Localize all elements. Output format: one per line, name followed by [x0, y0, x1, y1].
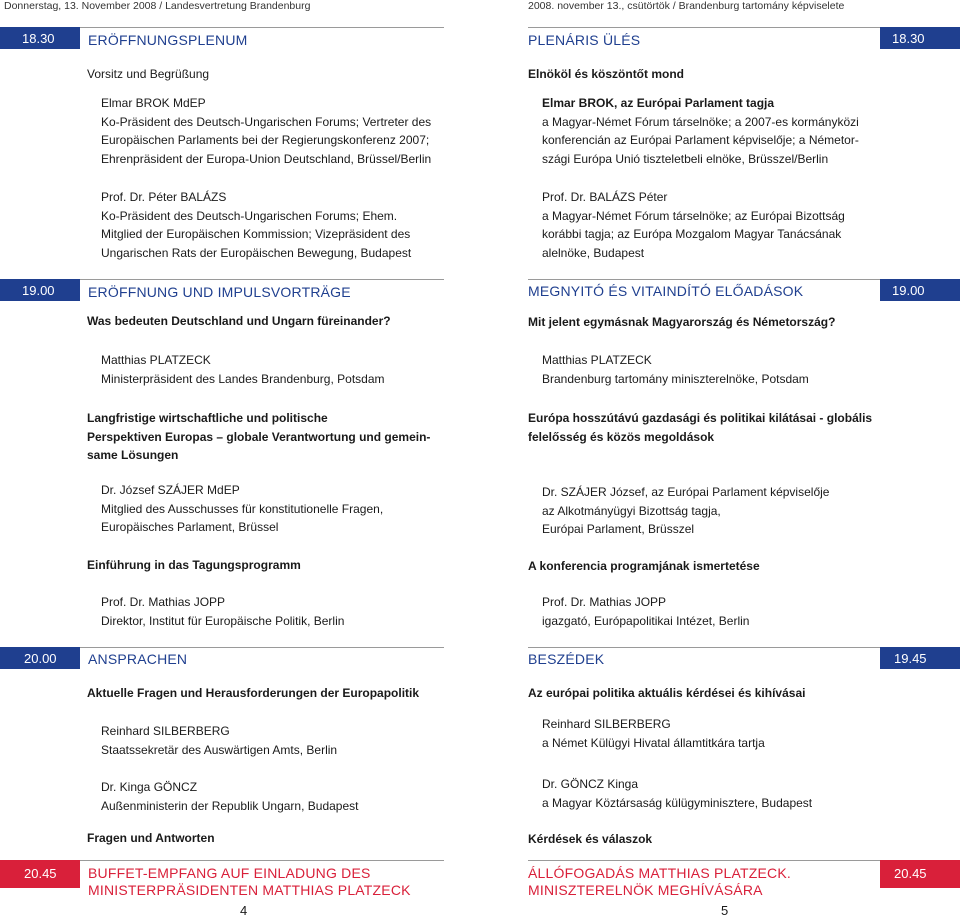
- speaker-role-line: alelnöke, Budapest: [542, 245, 645, 260]
- section-title-de-1: ERÖFFNUNGSPLENUM: [88, 32, 248, 48]
- topic-line: Perspektiven Europas – globale Verantwortung und gemein-: [87, 429, 431, 444]
- time-hu-1: 18.30: [892, 31, 925, 46]
- speaker-block-de-brok: [101, 94, 431, 168]
- speaker-block-de-goncz: [101, 778, 358, 815]
- qa-de: Fragen und Antworten: [87, 831, 215, 845]
- speaker-name: Matthias PLATZECK: [542, 353, 652, 367]
- time-hu-4: 20.45: [894, 866, 927, 881]
- rule-de-4: [80, 860, 444, 861]
- section-title-hu-1: PLENÁRIS ÜLÉS: [528, 32, 641, 48]
- question-hu-2: Mit jelent egymásnak Magyarország és Németország?: [528, 315, 836, 329]
- question-hu-3: Az európai politika aktuális kérdései és kihívásai: [528, 686, 806, 700]
- page-number-right: 5: [721, 903, 729, 918]
- header-left: Donnerstag, 13. November 2008 / Landesvertretung Brandenburg: [4, 0, 311, 12]
- topic-block-hu: [528, 409, 872, 446]
- time-box-hu-4: [880, 860, 960, 888]
- speaker-role-line: Ko-Präsident des Deutsch-Ungarischen Forums; Vertreter des: [101, 114, 432, 129]
- section-title-line: ÁLLÓFOGADÁS MATTHIAS PLATZECK.: [528, 865, 791, 881]
- speaker-role-line: konferencián az Európai Parlament képviselője; a Németor-: [542, 133, 859, 147]
- speaker-name: Elmar BROK, az Európai Parlament tagja: [542, 96, 775, 110]
- topic-block-de: [87, 409, 430, 465]
- speaker-role-line: Ko-Präsident des Deutsch-Ungarischen Forums; Ehem.: [101, 208, 398, 223]
- speaker-block-de-silberberg: [101, 722, 337, 759]
- topic-line: Európa hosszútávú gazdasági és politikai kilátásai - globális: [528, 411, 873, 425]
- speaker-block-hu-szajer: [542, 483, 829, 539]
- rule-de-2: [80, 279, 444, 280]
- speaker-role-line: igazgató, Európapolitikai Intézet, Berlin: [542, 613, 750, 628]
- time-de-1: 18.30: [22, 31, 55, 46]
- section-title-de-2: ERÖFFNUNG UND IMPULSVORTRÄGE: [88, 284, 351, 300]
- speaker-role-line: a Magyar Köztársaság külügyminisztere, Budapest: [542, 795, 813, 810]
- time-box-hu-1: [880, 27, 960, 49]
- time-de-4: 20.45: [24, 866, 57, 881]
- speaker-block-hu-jopp: [542, 593, 749, 630]
- time-box-de-4: [0, 860, 80, 888]
- time-hu-3: 19.45: [894, 651, 927, 666]
- time-box-de-2: [0, 279, 80, 301]
- speaker-role-line: Mitglied der Europäischen Kommission; Vizepräsident des: [101, 227, 411, 241]
- intro-de: Einführung in das Tagungsprogramm: [87, 558, 301, 572]
- speaker-block-hu-balazs: [542, 188, 845, 262]
- speaker-role-line: szági Európa Unió tiszteletbeli elnöke, Brüsszel/Berlin: [542, 151, 829, 166]
- section-title-line: MINISTERPRÄSIDENTEN MATTHIAS PLATZECK: [88, 882, 411, 898]
- speaker-role-line: Brandenburg tartomány miniszterelnöke, Potsdam: [542, 371, 809, 386]
- speaker-role-line: Direktor, Institut für Europäische Politik, Berlin: [101, 613, 345, 628]
- speaker-role-line: Staatssekretär des Auswärtigen Amts, Berlin: [101, 742, 338, 757]
- section-title-hu-2: MEGNYITÓ ÉS VITAINDÍTÓ ELŐADÁSOK: [528, 283, 804, 299]
- speaker-block-de-balazs: [101, 188, 411, 262]
- speaker-name: Reinhard SILBERBERG: [542, 717, 671, 731]
- speaker-role-line: Europäisches Parlament, Brüssel: [101, 520, 279, 534]
- topic-line: same Lösungen: [87, 448, 179, 462]
- time-box-de-1: [0, 27, 80, 49]
- intro-hu: A konferencia programjának ismertetése: [528, 559, 760, 573]
- speaker-role-line: Európai Parlament, Brüsszel: [542, 522, 695, 536]
- speaker-block-hu-platzeck: [542, 351, 809, 388]
- speaker-block-de-platzeck: [101, 351, 385, 388]
- section-title-line: BUFFET-EMPFANG AUF EINLADUNG DES: [88, 865, 371, 881]
- speaker-block-hu-brok: [542, 94, 859, 168]
- page-number-left: 4: [240, 903, 248, 918]
- speaker-role-line: a Magyar-Német Fórum társelnöke; a 2007-es kormányközi: [542, 114, 859, 129]
- speaker-block-hu-goncz: [542, 775, 812, 812]
- speaker-name: Dr. GÖNCZ Kinga: [542, 777, 639, 791]
- section-title-hu-4: [528, 865, 791, 899]
- speaker-role-line: Außenministerin der Republik Ungarn, Budapest: [101, 798, 359, 813]
- speaker-role-line: Ehrenpräsident der Europa-Union Deutschland, Brüssel/Berlin: [101, 151, 432, 166]
- speaker-role-line: Mitglied des Ausschusses für konstitutionelle Fragen,: [101, 501, 384, 516]
- speaker-block-de-szajer: [101, 481, 383, 537]
- section-title-de-3: ANSPRACHEN: [88, 651, 188, 667]
- speaker-name: Prof. Dr. Mathias JOPP: [101, 595, 226, 609]
- time-box-hu-3: [880, 647, 960, 669]
- subheading-de-1: Vorsitz und Begrüßung: [87, 67, 210, 81]
- speaker-name: Dr. József SZÁJER MdEP: [101, 483, 240, 497]
- time-hu-2: 19.00: [892, 283, 925, 298]
- question-de-2: Was bedeuten Deutschland und Ungarn füreinander?: [87, 314, 391, 328]
- rule-hu-1: [528, 27, 880, 28]
- speaker-role-line: az Alkotmányügyi Bizottság tagja,: [542, 503, 721, 518]
- speaker-name: Prof. Dr. Péter BALÁZS: [101, 190, 227, 204]
- speaker-name: Elmar BROK MdEP: [101, 96, 206, 110]
- speaker-role-line: Ministerpräsident des Landes Brandenburg, Potsdam: [101, 371, 385, 386]
- speaker-name: Reinhard SILBERBERG: [101, 724, 230, 738]
- speaker-name: Matthias PLATZECK: [101, 353, 211, 367]
- speaker-role-line: a Magyar-Német Fórum társelnöke; az Európai Bizottság: [542, 208, 845, 223]
- section-title-hu-3: BESZÉDEK: [528, 651, 605, 667]
- speaker-role-line: Europäischen Parlaments bei der Regierungskonferenz 2007;: [101, 133, 430, 147]
- time-box-de-3: [0, 647, 80, 669]
- speaker-name: Prof. Dr. Mathias JOPP: [542, 595, 667, 609]
- rule-de-3: [80, 647, 444, 648]
- rule-hu-4: [528, 860, 880, 861]
- rule-hu-2: [528, 279, 880, 280]
- topic-line: felelősség és közös megoldások: [528, 429, 715, 444]
- topic-line: Langfristige wirtschaftliche und politische: [87, 411, 328, 425]
- qa-hu: Kérdések és válaszok: [528, 832, 653, 846]
- speaker-name: Dr. Kinga GÖNCZ: [101, 780, 198, 794]
- speaker-block-de-jopp: [101, 593, 344, 630]
- rule-de-1: [80, 27, 444, 28]
- speaker-block-hu-silberberg: [542, 715, 765, 752]
- speaker-name: Dr. SZÁJER József, az Európai Parlament képviselője: [542, 485, 830, 499]
- subheading-hu-1: Elnököl és köszöntőt mond: [528, 67, 685, 81]
- speaker-name: Prof. Dr. BALÁZS Péter: [542, 190, 668, 204]
- speaker-role-line: Ungarischen Rats der Europäischen Bewegung, Budapest: [101, 245, 412, 260]
- time-box-hu-2: [880, 279, 960, 301]
- header-right: 2008. november 13., csütörtök / Brandenburg tartomány képviselete: [528, 0, 845, 12]
- section-title-de-4: [88, 865, 411, 899]
- time-de-3: 20.00: [24, 651, 57, 666]
- speaker-role-line: a Német Külügyi Hivatal államtitkára tartja: [542, 735, 765, 750]
- rule-hu-3: [528, 647, 880, 648]
- speaker-role-line: korábbi tagja; az Európa Mozgalom Magyar Tanácsának: [542, 227, 842, 241]
- time-de-2: 19.00: [22, 283, 55, 298]
- question-de-3: Aktuelle Fragen und Herausforderungen der Europapolitik: [87, 686, 420, 700]
- section-title-line: MINISZTERELNÖK MEGHÍVÁSÁRA: [528, 882, 763, 898]
